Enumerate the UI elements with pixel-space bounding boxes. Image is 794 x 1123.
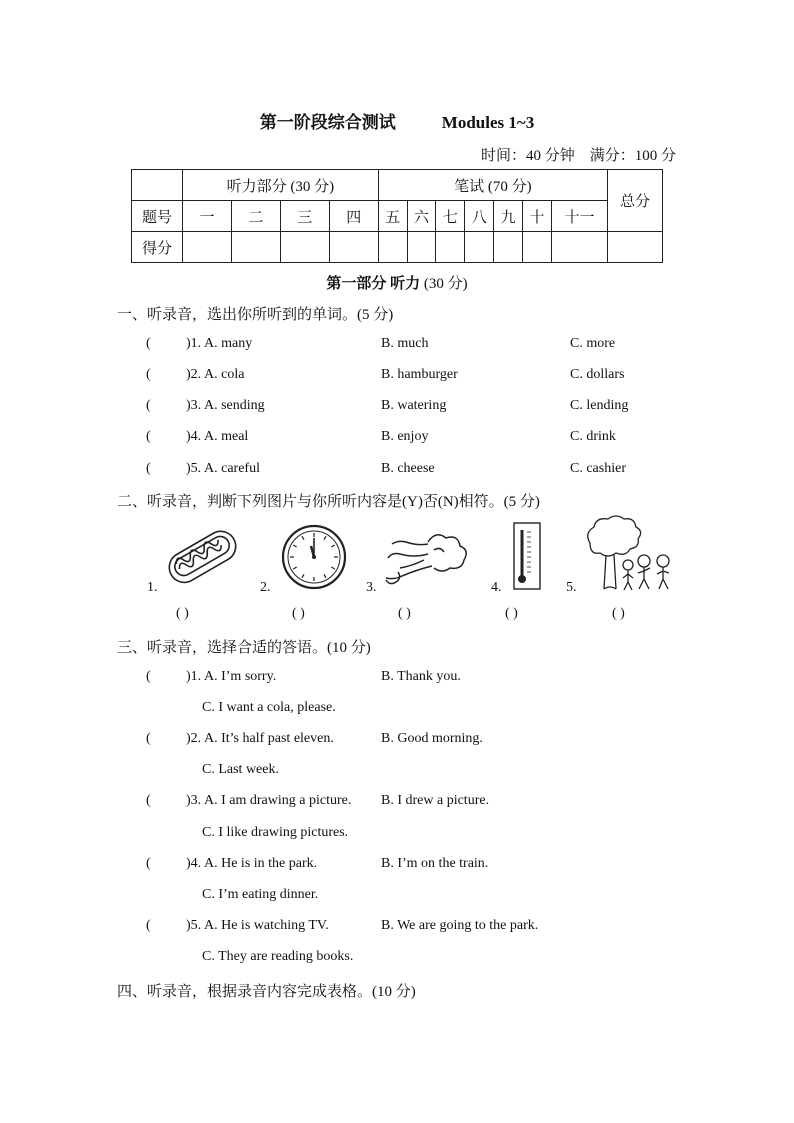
q3-3-number: ( )3. <box>146 793 202 808</box>
q3-5-option-a[interactable]: A. He is watching TV. <box>204 918 329 933</box>
q1-4-option-a[interactable]: A. meal <box>204 429 249 444</box>
picture-4-number: 4. <box>491 580 502 595</box>
score-cell[interactable] <box>231 232 280 263</box>
q3-4-number: ( )4. <box>146 856 202 871</box>
number-cell: 九 <box>494 201 523 232</box>
number-cell: 八 <box>465 201 494 232</box>
number-cell: 六 <box>407 201 436 232</box>
number-cell: 三 <box>280 201 329 232</box>
hotdog-icon <box>162 522 242 590</box>
exam-title: 第一阶段综合测试 <box>259 113 396 132</box>
q1-1-number: ( )1. <box>146 336 202 351</box>
picture-5-number: 5. <box>566 580 577 595</box>
picture-3-answer-blank[interactable]: ( ) <box>398 606 411 621</box>
q3-5-option-c[interactable]: C. They are reading books. <box>202 949 354 964</box>
modules-label: Modules 1~3 <box>441 113 535 132</box>
thermometer-icon <box>512 522 542 590</box>
q1-2-option-b[interactable]: B. hamburger <box>381 367 458 382</box>
part1-heading <box>0 272 794 293</box>
q3-4-option-a[interactable]: A. He is in the park. <box>204 856 318 871</box>
q1-4-number: ( )4. <box>146 429 202 444</box>
page-title <box>0 108 794 133</box>
number-cell: 五 <box>378 201 407 232</box>
q1-1-option-b[interactable]: B. much <box>381 336 429 351</box>
q1-2-option-c[interactable]: C. dollars <box>570 367 625 382</box>
q1-3-option-b[interactable]: B. watering <box>381 398 447 413</box>
section4-heading: 四、听录音，根据录音内容完成表格。(10 分) <box>117 984 416 1000</box>
q3-2-option-a[interactable]: A. It’s half past eleven. <box>204 731 334 746</box>
score-cell[interactable] <box>329 232 378 263</box>
picture-2-answer-blank[interactable]: ( ) <box>292 606 305 621</box>
q1-5-option-c[interactable]: C. cashier <box>570 461 626 476</box>
row-label-score: 得分 <box>132 232 183 263</box>
q3-2-option-b[interactable]: B. Good morning. <box>381 731 483 746</box>
q1-5-number: ( )5. <box>146 461 202 476</box>
q3-1-option-a[interactable]: A. I’m sorry. <box>204 669 277 684</box>
score-cell[interactable] <box>551 232 607 263</box>
q3-3-option-c[interactable]: C. I like drawing pictures. <box>202 825 349 840</box>
q3-1-option-b[interactable]: B. Thank you. <box>381 669 461 684</box>
score-cell[interactable] <box>378 232 407 263</box>
score-cell[interactable] <box>280 232 329 263</box>
q1-2-number: ( )2. <box>146 367 202 382</box>
clock-icon <box>278 524 350 590</box>
number-cell: 七 <box>436 201 465 232</box>
q3-4-option-c[interactable]: C. I’m eating dinner. <box>202 887 319 902</box>
score-cell[interactable] <box>436 232 465 263</box>
row-label-number: 题号 <box>132 201 183 232</box>
picture-1-answer-blank[interactable]: ( ) <box>176 606 189 621</box>
section3-heading: 三、听录音，选择合适的答语。(10 分) <box>117 640 371 656</box>
score-cell[interactable] <box>407 232 436 263</box>
number-cell: 一 <box>183 201 232 232</box>
part1-title: 第一部分 听力 <box>326 276 421 292</box>
q1-5-option-a[interactable]: A. careful <box>204 461 260 476</box>
q1-5-option-b[interactable]: B. cheese <box>381 461 435 476</box>
exam-meta <box>481 144 676 165</box>
wind-icon <box>384 528 470 590</box>
full-score: 满分：100 分 <box>589 148 676 164</box>
q3-2-option-c[interactable]: C. Last week. <box>202 762 279 777</box>
q3-5-option-b[interactable]: B. We are going to the park. <box>381 918 539 933</box>
q1-2-option-a[interactable]: A. cola <box>204 367 245 382</box>
score-cell[interactable] <box>183 232 232 263</box>
part1-points: (30 分) <box>423 276 468 292</box>
q1-3-number: ( )3. <box>146 398 202 413</box>
picture-1-number: 1. <box>147 580 158 595</box>
q3-4-option-b[interactable]: B. I’m on the train. <box>381 856 489 871</box>
picture-4-answer-blank[interactable]: ( ) <box>505 606 518 621</box>
number-cell: 二 <box>231 201 280 232</box>
picture-2-number: 2. <box>260 580 271 595</box>
q3-5-number: ( )5. <box>146 918 202 933</box>
score-cell[interactable] <box>523 232 552 263</box>
picture-3-number: 3. <box>366 580 377 595</box>
number-cell: 四 <box>329 201 378 232</box>
kids-tree-icon <box>584 515 678 591</box>
q3-1-number: ( )1. <box>146 669 202 684</box>
q1-4-option-b[interactable]: B. enjoy <box>381 429 429 444</box>
total-header: 总分 <box>608 170 663 232</box>
q3-1-option-c[interactable]: C. I want a cola, please. <box>202 700 336 715</box>
q1-1-option-a[interactable]: A. many <box>204 336 253 351</box>
time-limit: 时间：40 分钟 <box>480 148 575 164</box>
number-cell: 十一 <box>551 201 607 232</box>
section1-heading: 一、听录音，选出你所听到的单词。(5 分) <box>117 307 394 323</box>
written-header: 笔试 (70 分) <box>378 170 607 201</box>
total-score-cell[interactable] <box>608 232 663 263</box>
picture-5-answer-blank[interactable]: ( ) <box>612 606 625 621</box>
q3-3-option-b[interactable]: B. I drew a picture. <box>381 793 490 808</box>
score-cell[interactable] <box>465 232 494 263</box>
section2-heading: 二、听录音，判断下列图片与你所听内容是(Y)否(N)相符。(5 分) <box>117 494 540 510</box>
score-table <box>131 169 663 263</box>
q3-3-option-a[interactable]: A. I am drawing a picture. <box>204 793 352 808</box>
empty-corner-cell <box>132 170 183 201</box>
score-cell[interactable] <box>494 232 523 263</box>
q3-2-number: ( )2. <box>146 731 202 746</box>
q1-3-option-c[interactable]: C. lending <box>570 398 629 413</box>
q1-3-option-a[interactable]: A. sending <box>204 398 265 413</box>
number-cell: 十 <box>523 201 552 232</box>
q1-1-option-c[interactable]: C. more <box>570 336 616 351</box>
listening-header: 听力部分 (30 分) <box>183 170 379 201</box>
q1-4-option-c[interactable]: C. drink <box>570 429 616 444</box>
